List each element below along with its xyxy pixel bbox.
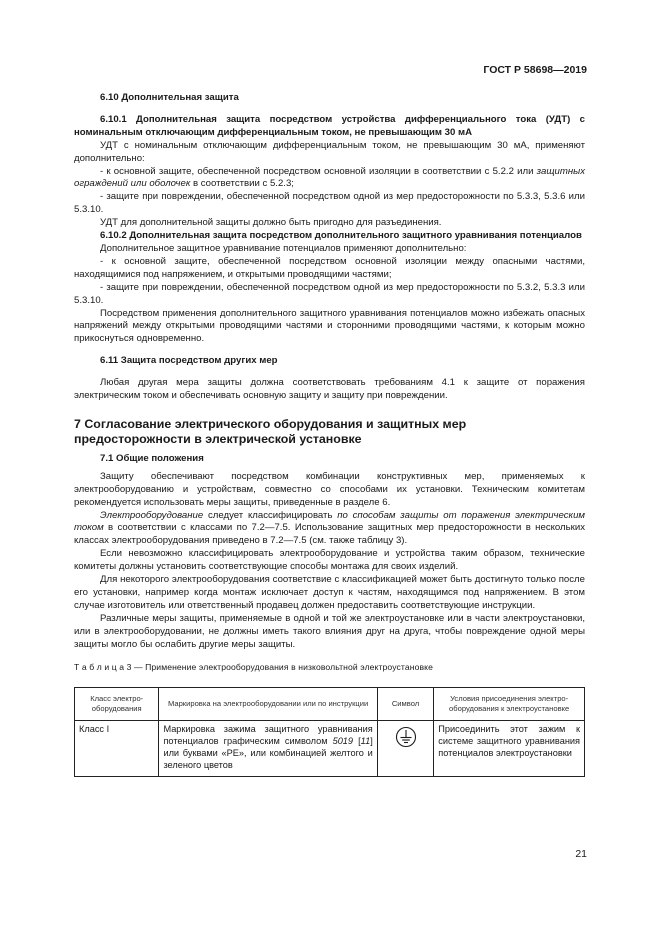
list-item: - к основной защите, обеспеченной посредством основной изоляции в соответствии с 5.2.2 или защитных ограждений или оболочек в соответствии с 5.2.3; (74, 165, 585, 190)
section-6-10-title: 6.10 Дополнительная защита (100, 92, 239, 103)
paragraph: Если невозможно классифицировать электрооборудование и устройства таким образом, технические комитеты должны установить соответствующие способы монтажа для своих изделий. (74, 548, 585, 573)
section-7-1-title: 7.1 Общие положения (100, 452, 204, 464)
paragraph: УДТ с номинальным отключающим дифференциальным током, не превышающим 30 мА, применяют дополнительно: (74, 139, 585, 164)
list-item: - защите при повреждении, обеспеченной посредством одной из мер предосторожности по 5.3.3, 5.3.6 или 5.3.10. (74, 191, 585, 216)
table-header-row (75, 688, 585, 721)
header-conditions: Условия присоединения электро-оборудования к электроустановке (434, 688, 585, 721)
section-6-11-title: 6.11 Защита посредством других мер (100, 355, 278, 367)
cell-conditions: Присоединить этот зажим к системе защитного уравнивания потенциалов электроустановки (434, 721, 585, 776)
table-row (75, 721, 585, 776)
header-symbol: Символ (377, 688, 434, 721)
section-6-10-1-title: 6.10.1 Дополнительная защита посредством устройства дифференциального тока (УДТ) с номинальным отключающим дифференциальным током, не превышающим 30 мА (74, 113, 585, 138)
header-class: Класс электро-оборудования (75, 688, 159, 721)
standard-code: ГОСТ Р 58698—2019 (483, 64, 587, 76)
paragraph: Посредством применения дополнительного защитного уравнивания потенциалов можно избежать опасных напряжений между открытыми проводящими частями и сторонними проводящими частями, к которым можно прикоснуться одновременно. (74, 307, 585, 345)
paragraph: УДТ для дополнительной защиты должно быть пригодно для разъединения. (100, 217, 442, 229)
list-item: - защите при повреждении, обеспеченной посредством одной из мер предосторожности по 5.3.2, 5.3.3 или 5.3.10. (74, 281, 585, 306)
paragraph: Различные меры защиты, применяемые в одной и той же электроустановке или в части электроустановки, или в электрооборудовании, не должны иметь такого влияния друг на друга, чтобы повреждение одной меры защиты могло бы ослабить другие меры защиты. (74, 612, 585, 650)
protective-earth-icon (395, 726, 417, 748)
paragraph: Для некоторого электрооборудования соответствие с классификацией может быть достигнуто только после его установки, например когда монтаж исключает доступ к частям, находящимся под напряжением. В этом случае изготовитель или ответственный продавец должен предоставить соответствующие инструкции. (74, 574, 585, 611)
cell-class: Класс I (75, 721, 159, 776)
list-item: - к основной защите, обеспеченной посредством основной изоляции между опасными частями, находящимися под напряжением, и открытыми проводящими частями; (74, 255, 585, 280)
cell-symbol (377, 721, 434, 776)
section-7-title: 7 Согласование электрического оборудования и защитных мер предосторожности в электрической установке (74, 416, 467, 447)
section-6-10-2-title: 6.10.2 Дополнительная защита посредством дополнительного защитного уравнивания потенциалов (100, 230, 582, 242)
header-marking: Маркировка на электрооборудовании или по инструкции (159, 688, 377, 721)
paragraph: Защиту обеспечивают посредством комбинации конструктивных мер, применяемых к электрооборудованию и устройствам, совместно со способами их установки. Техническим комитетам рекомендуется использовать меры защиты, приведенные в разделе 6. (74, 470, 585, 508)
table-caption: Т а б л и ц а 3 — Применение электрооборудования в низковольтной электроустановке (74, 661, 433, 672)
page-number: 21 (575, 848, 587, 860)
paragraph: Любая другая мера защиты должна соответствовать требованиям 4.1 к защите от поражения электрическим током и обеспечивать основную защиту и защиту при повреждении. (74, 377, 585, 402)
paragraph: Дополнительное защитное уравнивание потенциалов применяют дополнительно: (100, 242, 467, 254)
page-content (74, 92, 585, 777)
paragraph: Электрооборудование следует классифицировать по способам защиты от поражения электрическим током в соответствии с классами по 7.2—7.5. Использование защитных мер предосторожности в нескольких классах электрооборудования приведено в 7.2—7.5 (см. также таблицу 3). (74, 509, 585, 547)
table-3 (74, 687, 585, 776)
cell-marking: Маркировка зажима защитного уравнивания потенциалов графическим символом 5019 [11] или буквами «PE», или комбинацией желтого и зеленого цветов (159, 721, 377, 776)
